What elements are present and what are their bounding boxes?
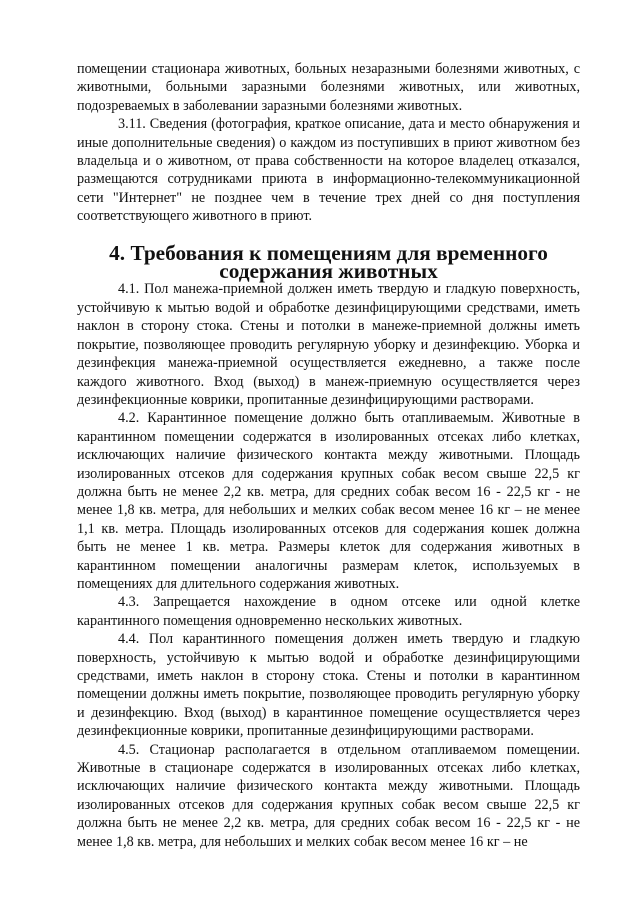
section-heading: 4. Требования к помещениям для временного содержания животных xyxy=(109,240,548,284)
paragraph-4-3: 4.3. Запрещается нахождение в одном отсеке или одной клетке карантинного помещения одновременно нескольких животных. xyxy=(77,594,580,629)
paragraph-4-4: 4.4. Пол карантинного помещения должен иметь твердую и гладкую поверхность, устойчивую к мытью водой и обработке дезинфицирующими средствами, иметь наклон в сторону стока. Стены и потолки в карантинном помещении должны иметь покрытие, позволяющее проводить регулярную уборку и дезинфекцию. Вход (выход) в карантинное помещение осуществляется через дезинфекционные коврики, пропитанные дезинфицирующими растворами. xyxy=(77,631,580,740)
paragraph-3-11: 3.11. Сведения (фотография, краткое описание, дата и место обнаружения и иные дополнительные сведения) о каждом из поступивших в приют животном без владельца и о животном, от права собственности на которое владелец отказался, размещаются сотрудниками приюта в информационно-телекоммуникационной сети "Интернет" не позднее чем в течение трех дней со дня поступления соответствующего животного в приют. xyxy=(77,116,580,225)
paragraph-4-2: 4.2. Карантинное помещение должно быть отапливаемым. Животные в карантинном помещении содержатся в изолированных отсеках либо клетках, исключающих наличие физического контакта между животными. Площадь изолированных отсеков для содержания крупных собак весом свыше 22,5 кг должна быть не менее 2,2 кв. метра, для средних собак весом 16 - 22,5 кг - не менее 1,8 кв. метра, для небольших и мелких собак весом менее 16 кг – не менее 1,1 кв. метра. Площадь изолированных отсеков для содержания кошек должна быть не менее 1 кв. метра. Размеры клеток для содержания животных в карантинном помещении аналогичны размерам клеток, используемых в помещениях для длительного содержания животных. xyxy=(77,410,580,592)
paragraph-continuation: помещении стационара животных, больных незаразными болезнями животных, с животными, больными заразными болезнями животных, или животных, подозреваемых в заболевании заразными болезнями животных. xyxy=(77,61,580,114)
paragraph-4-5: 4.5. Стационар располагается в отдельном отапливаемом помещении. Животные в стационаре содержатся в изолированных отсеках либо клетках, исключающих наличие физического контакта между животными. Площадь изолированных отсеков для содержания крупных собак весом свыше 22,5 кг должна быть не менее 2,2 кв. метра, для средних собак весом 16 - 22,5 кг - не менее 1,8 кв. метра, для небольших и мелких собак весом менее 16 кг – не xyxy=(77,741,580,850)
paragraph-4-1: 4.1. Пол манежа-приемной должен иметь твердую и гладкую поверхность, устойчивую к мытью водой и обработке дезинфицирующими средствами, иметь наклон в сторону стока. Стены и потолки в манеже-приемной должны иметь покрытие, позволяющее проводить регулярную уборку и дезинфекцию. Уборка и дезинфекция манежа-приемной осуществляется ежедневно, а также после каждого животного. Вход (выход) в манеж-приемную осуществляется через дезинфекционные коврики, пропитанные дезинфицирующими растворами. xyxy=(77,281,580,408)
document-page xyxy=(77,60,580,851)
